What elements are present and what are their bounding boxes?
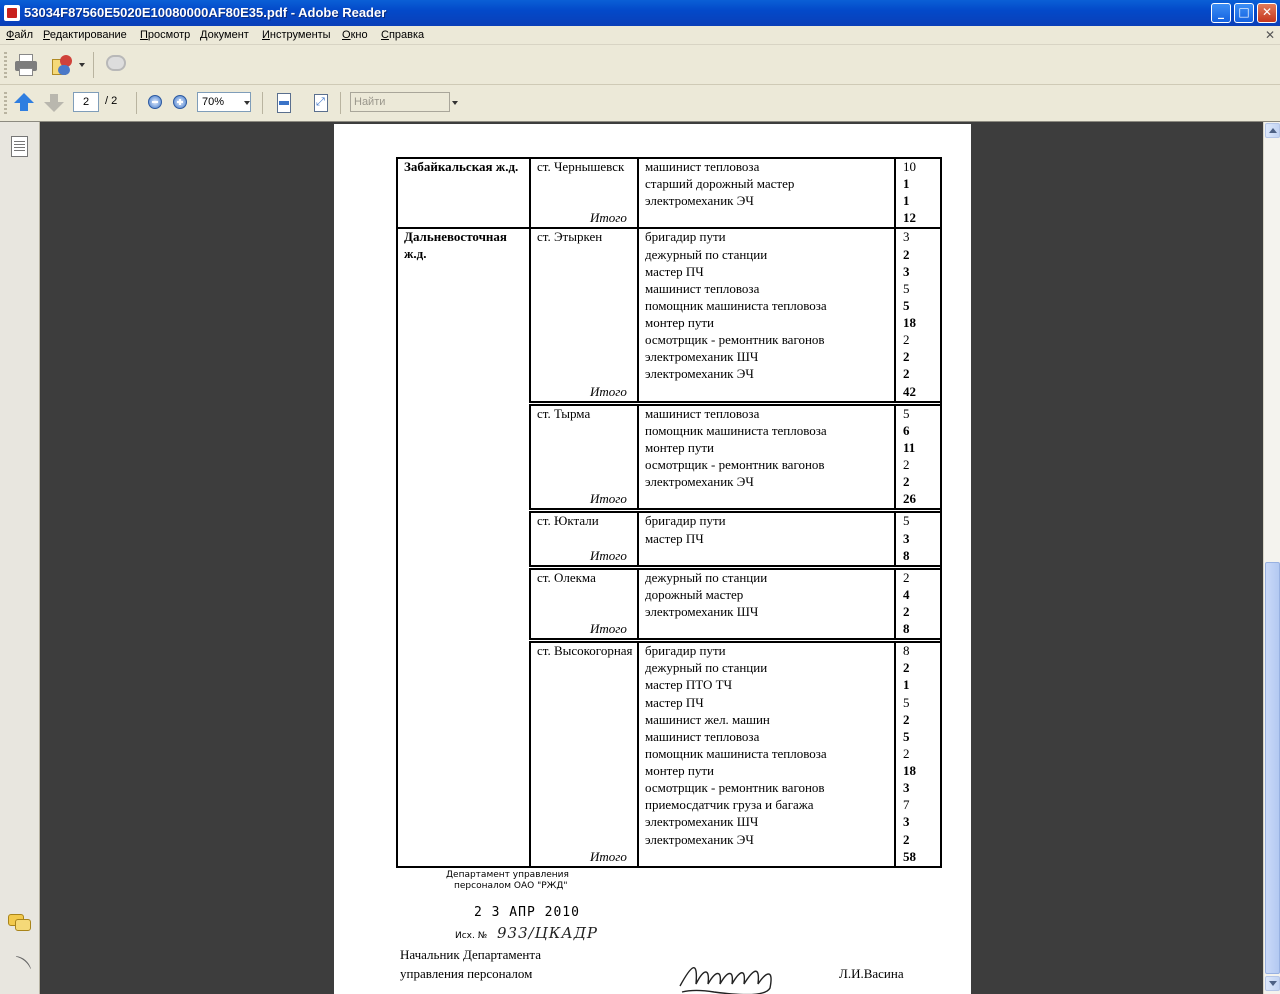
position-name: осмотрщик - ремонтник вагонов	[645, 780, 825, 796]
table-rule	[529, 511, 531, 564]
close-document-icon[interactable]: ✕	[1265, 28, 1276, 42]
stamp-department: Департамент управления	[446, 869, 569, 880]
position-count: 1	[903, 677, 910, 693]
pdf-icon	[4, 5, 20, 21]
position-name: машинист тепловоза	[645, 159, 760, 174]
table-rule	[894, 641, 896, 866]
position-count: 2	[903, 831, 910, 847]
station-name: ст. Тырма	[537, 405, 591, 421]
position-count: 4	[903, 586, 910, 602]
railway-name: Забайкальская ж.д.	[404, 159, 519, 174]
toolbar-separator	[262, 92, 263, 114]
table-rule	[637, 511, 639, 564]
position-name: электромеханик ЭЧ	[645, 366, 754, 382]
position-count: 11	[903, 439, 916, 455]
toolbar-navigation	[0, 85, 1280, 122]
position-name: монтер пути	[645, 315, 714, 331]
table-rule	[529, 641, 531, 866]
fit-width-icon[interactable]	[310, 92, 332, 114]
navigation-panel	[0, 122, 40, 994]
station-name: ст. Юктали	[537, 513, 599, 529]
page-number-input[interactable]: 2	[73, 92, 99, 112]
toolbar-grip[interactable]	[4, 92, 7, 116]
itogo-label: Итого	[590, 621, 627, 637]
table-rule	[940, 157, 942, 229]
position-count: 3	[903, 814, 910, 830]
position-count: 5	[903, 513, 910, 529]
position-name: мастер ПЧ	[645, 530, 704, 546]
station-name: ст. Чернышевск	[537, 159, 625, 174]
stamp-department: персоналом ОАО "РЖД"	[454, 880, 568, 891]
position-name: дежурный по станции	[645, 246, 768, 262]
station-name: ст. Этыркен	[537, 229, 603, 245]
chevron-down-icon[interactable]	[452, 101, 458, 105]
station-total: 42	[903, 383, 916, 399]
table-rule	[894, 404, 896, 509]
window-title: 53034F87560E5020E10080000AF80E35.pdf - Adobe Reader	[24, 5, 387, 20]
position-count: 6	[903, 422, 910, 438]
position-count: 2	[903, 366, 910, 382]
position-count: 2	[903, 660, 910, 676]
table-rule	[529, 565, 942, 567]
position-count: 5	[903, 694, 910, 710]
table-rule	[529, 638, 942, 640]
position-name: мастер ПЧ	[645, 263, 704, 279]
position-count: 10	[903, 159, 916, 174]
position-count: 5	[903, 728, 910, 744]
close-button[interactable]: ✕	[1257, 3, 1277, 23]
position-name: монтер пути	[645, 439, 714, 455]
table-rule	[529, 568, 531, 638]
position-name: дежурный по станции	[645, 569, 768, 585]
signatory-title: Начальник Департамента	[400, 946, 541, 962]
position-name: электромеханик ЭЧ	[645, 193, 754, 209]
table-rule	[396, 866, 942, 868]
handwritten-signature	[674, 954, 804, 994]
comment-icon	[104, 52, 130, 78]
position-count: 18	[903, 763, 916, 779]
menu-edit[interactable]: Редактирование	[43, 29, 127, 41]
position-name: приемосдатчик груза и багажа	[645, 797, 814, 813]
zoom-in-icon[interactable]	[173, 95, 187, 109]
table-rule	[529, 404, 531, 509]
position-name: электромеханик ШЧ	[645, 349, 759, 365]
menu-bar	[0, 26, 1280, 45]
position-name: помощник машиниста тепловоза	[645, 745, 827, 761]
toolbar-separator	[93, 52, 94, 78]
toolbar-separator	[340, 92, 341, 114]
table-rule	[637, 157, 639, 227]
station-total: 8	[903, 547, 910, 563]
position-count: 2	[903, 604, 910, 619]
position-count: 3	[903, 530, 910, 546]
position-name: бригадир пути	[645, 513, 726, 529]
position-name: помощник машиниста тепловоза	[645, 297, 827, 313]
outgoing-number: 933/ЦКАДР	[497, 923, 599, 942]
vertical-scrollbar[interactable]	[1263, 122, 1280, 994]
table-rule	[637, 568, 639, 638]
next-page-icon	[44, 93, 64, 113]
table-rule	[529, 508, 942, 510]
station-name: ст. Высокогорная	[537, 643, 633, 659]
table-rule	[894, 568, 896, 638]
station-name: ст. Олекма	[537, 569, 596, 585]
table-rule	[529, 401, 942, 403]
table-rule	[894, 157, 896, 227]
signatory-title: управления персоналом	[400, 965, 533, 981]
position-name: машинист жел. машин	[645, 711, 770, 727]
previous-page-icon[interactable]	[14, 93, 34, 113]
menu-tools[interactable]: Инструменты	[262, 29, 331, 41]
table-rule	[529, 157, 531, 227]
station-total: 58	[903, 848, 916, 864]
table-rule	[940, 227, 942, 867]
collaborate-icon[interactable]	[50, 53, 76, 77]
position-name: дежурный по станции	[645, 660, 768, 676]
pdf-page	[334, 124, 971, 994]
position-name: электромеханик ЭЧ	[645, 474, 754, 490]
toolbar-grip[interactable]	[4, 52, 7, 78]
position-name: электромеханик ШЧ	[645, 814, 759, 830]
chevron-down-icon[interactable]	[79, 63, 85, 67]
fit-page-icon[interactable]	[274, 92, 294, 114]
outgoing-number-label: Исх. №	[455, 930, 488, 941]
position-name: осмотрщик - ремонтник вагонов	[645, 457, 825, 473]
station-total: 26	[903, 491, 916, 507]
table-rule	[637, 404, 639, 509]
position-name: бригадир пути	[645, 229, 726, 245]
scroll-down-button[interactable]	[1265, 976, 1280, 991]
document-viewport[interactable]	[41, 122, 1263, 994]
position-name: машинист тепловоза	[645, 728, 760, 744]
menu-window[interactable]: Окно	[342, 29, 368, 41]
toolbar-separator	[136, 92, 137, 114]
position-name: электромеханик ЭЧ	[645, 831, 754, 847]
zoom-level-select[interactable]: 70%	[197, 92, 251, 112]
position-name: дорожный мастер	[645, 586, 744, 602]
itogo-label: Итого	[590, 210, 627, 226]
itogo-label: Итого	[590, 848, 627, 864]
position-count: 2	[903, 246, 910, 262]
table-rule	[894, 227, 896, 400]
table-rule	[894, 511, 896, 564]
position-count: 7	[903, 797, 910, 813]
attachment-icon[interactable]: ⌒	[3, 952, 35, 984]
position-name: электромеханик ШЧ	[645, 604, 759, 619]
table-rule	[396, 157, 398, 229]
chevron-down-icon[interactable]	[244, 101, 250, 105]
position-name: мастер ПЧ	[645, 694, 704, 710]
position-count: 1	[903, 176, 910, 192]
window-title-bar[interactable]	[0, 0, 1280, 26]
railway-name: Дальневосточная ж.д.	[404, 229, 507, 262]
menu-file[interactable]: Файл	[6, 29, 34, 41]
menu-help[interactable]: Справка	[381, 29, 425, 41]
position-name: машинист тепловоза	[645, 405, 760, 421]
signatory-name: Л.И.Васина	[839, 965, 904, 981]
menu-view[interactable]: Просмотр	[140, 29, 191, 41]
itogo-label: Итого	[590, 547, 627, 563]
position-name: помощник машиниста тепловоза	[645, 422, 827, 438]
position-count: 18	[903, 315, 916, 331]
position-count: 5	[903, 405, 910, 421]
position-count: 2	[903, 569, 910, 585]
pages-icon[interactable]	[11, 136, 28, 157]
position-count: 2	[903, 474, 910, 490]
minimize-button[interactable]: _	[1211, 3, 1231, 23]
search-input[interactable]: Найти	[350, 92, 450, 112]
maximize-button[interactable]: □	[1234, 3, 1254, 23]
comments-icon[interactable]	[8, 914, 32, 934]
table-rule	[396, 227, 398, 867]
position-count: 2	[903, 349, 910, 365]
position-name: машинист тепловоза	[645, 280, 760, 296]
station-total: 12	[903, 210, 916, 226]
position-count: 3	[903, 229, 910, 245]
position-name: бригадир пути	[645, 643, 726, 659]
position-name: старший дорожный мастер	[645, 176, 795, 192]
position-count: 2	[903, 332, 910, 348]
scrollbar-thumb[interactable]	[1265, 562, 1280, 974]
scroll-up-button[interactable]	[1265, 123, 1280, 138]
position-count: 2	[903, 745, 910, 761]
position-count: 3	[903, 780, 910, 796]
toolbar-file	[0, 45, 1280, 85]
table-rule	[529, 227, 531, 400]
position-count: 8	[903, 643, 910, 659]
position-count: 3	[903, 263, 910, 279]
page-total: / 2	[105, 95, 118, 107]
position-name: мастер ПТО ТЧ	[645, 677, 733, 693]
zoom-out-icon[interactable]	[148, 95, 162, 109]
stamp-date: 2 3 АПР 2010	[474, 904, 580, 920]
table-rule	[637, 641, 639, 866]
position-count: 2	[903, 711, 910, 727]
print-icon[interactable]	[14, 53, 38, 77]
position-name: осмотрщик - ремонтник вагонов	[645, 332, 825, 348]
position-name: монтер пути	[645, 763, 714, 779]
menu-document[interactable]: Документ	[200, 29, 249, 41]
position-count: 5	[903, 280, 910, 296]
position-count: 5	[903, 297, 910, 313]
itogo-label: Итого	[590, 383, 627, 399]
position-count: 1	[903, 193, 910, 209]
table-rule	[637, 227, 639, 400]
position-count: 2	[903, 457, 910, 473]
itogo-label: Итого	[590, 491, 627, 507]
station-total: 8	[903, 621, 910, 637]
